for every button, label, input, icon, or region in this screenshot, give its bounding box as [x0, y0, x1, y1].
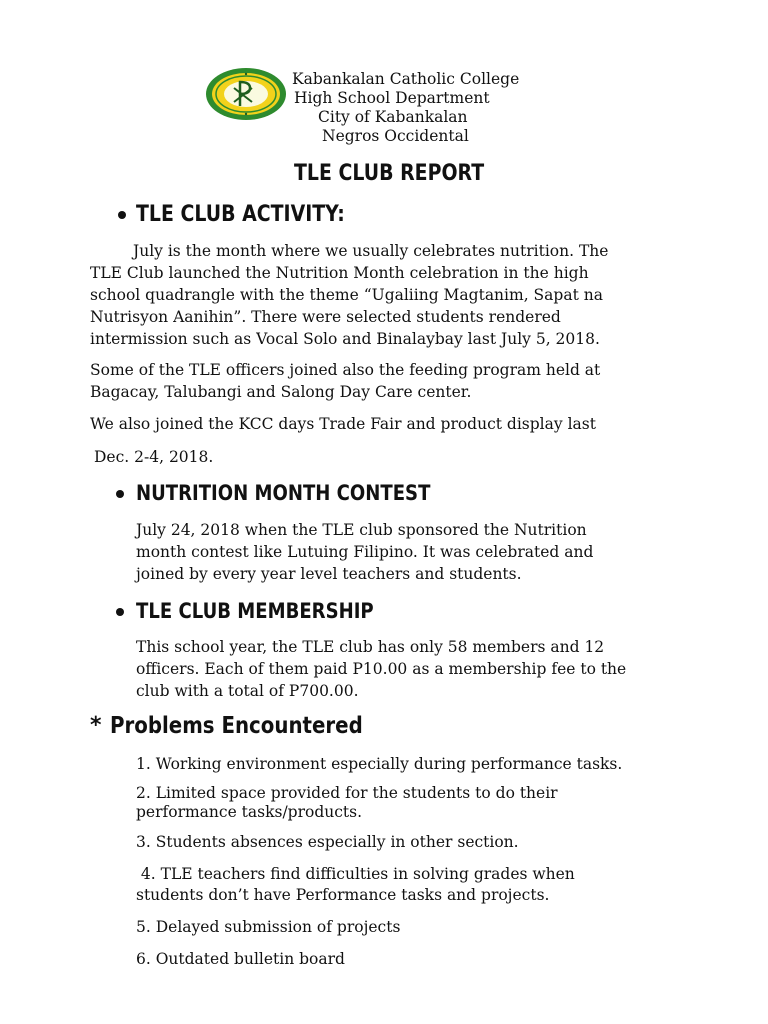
city-name: City of Kabankalan [318, 108, 468, 126]
problem-item-2-line-1: 2. Limited space provided for the students to do their [136, 784, 558, 802]
activity-line-1: July is the month where we usually celebrates nutrition. The [133, 242, 609, 260]
activity-line-3: school quadrangle with the theme “Ugaliing Magtanim, Sapat na [90, 286, 603, 304]
nutrition-heading: NUTRITION MONTH CONTEST [136, 481, 431, 505]
problem-item-3: 3. Students absences especially in other section. [136, 833, 519, 851]
province-name: Negros Occidental [322, 127, 469, 145]
nutrition-line-2: month contest like Lutuing Filipino. It was celebrated and [136, 543, 594, 561]
tradefair-date: Dec. 2-4, 2018. [94, 448, 214, 466]
feeding-line-2: Bagacay, Talubangi and Salong Day Care center. [90, 383, 472, 401]
problems-marker: * [90, 713, 102, 738]
membership-line-1: This school year, the TLE club has only 58 members and 12 [136, 638, 605, 656]
tradefair-line: We also joined the KCC days Trade Fair and product display last [90, 415, 596, 433]
problems-heading: Problems Encountered [110, 713, 363, 739]
problem-item-4-line-2: students don’t have Performance tasks and projects. [136, 886, 550, 904]
school-name: Kabankalan Catholic College [292, 70, 520, 88]
activity-line-4: Nutrisyon Aanihin”. There were selected students rendered [90, 308, 561, 326]
nutrition-line-1: July 24, 2018 when the TLE club sponsored the Nutrition [136, 521, 587, 539]
bullet-membership [116, 608, 124, 616]
problem-item-5: 5. Delayed submission of projects [136, 918, 401, 936]
problem-item-1: 1. Working environment especially during performance tasks. [136, 755, 623, 773]
school-seal [204, 66, 288, 122]
bullet-activity [118, 211, 126, 219]
activity-line-2: TLE Club launched the Nutrition Month celebration in the high [90, 264, 589, 282]
problem-item-6: 6. Outdated bulletin board [136, 950, 345, 968]
feeding-line-1: Some of the TLE officers joined also the feeding program held at [90, 361, 601, 379]
nutrition-line-3: joined by every year level teachers and students. [136, 565, 522, 583]
report-title: TLE CLUB REPORT [294, 161, 485, 186]
bullet-nutrition [116, 490, 124, 498]
problem-item-2-line-2: performance tasks/products. [136, 803, 363, 821]
activity-line-5: intermission such as Vocal Solo and Binalaybay last July 5, 2018. [90, 330, 600, 348]
membership-heading: TLE CLUB MEMBERSHIP [136, 599, 374, 623]
membership-line-3: club with a total of P700.00. [136, 682, 359, 700]
problem-item-4-line-1: 4. TLE teachers find difficulties in solving grades when [136, 865, 575, 883]
department-name: High School Department [294, 89, 490, 107]
membership-line-2: officers. Each of them paid P10.00 as a membership fee to the [136, 660, 627, 678]
seal-graphic [204, 66, 288, 122]
activity-heading: TLE CLUB ACTIVITY: [136, 202, 345, 227]
